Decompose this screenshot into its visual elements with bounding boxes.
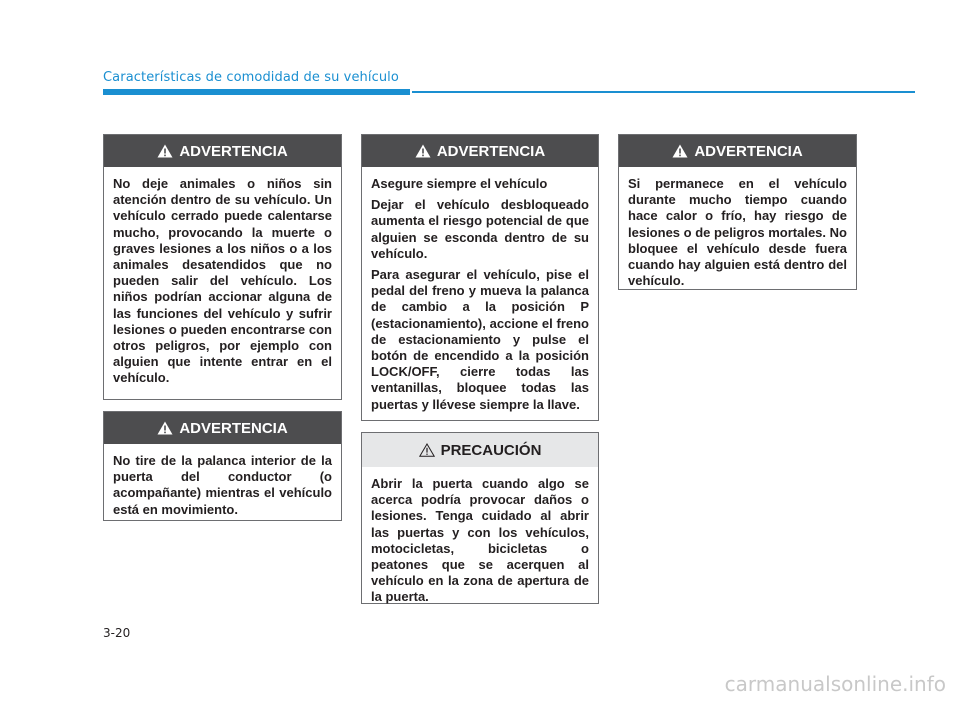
watermark: carmanualsonline.info [724,672,946,696]
header-rule-thin [412,91,915,93]
warning-heading: ADVERTENCIA [694,142,803,160]
warning-text [362,167,598,421]
warning-paragraph: Dejar el vehículo desbloqueado aumenta el riesgo potencial de que alguien se esconda dentro de su vehículo. [371,197,589,261]
warning-heading: ADVERTENCIA [179,142,288,160]
section-title: Características de comodidad de su vehículo [103,70,399,85]
warning-subheading: Asegure siempre el vehículo [371,176,548,191]
warning-box-heat [618,134,857,290]
caution-box-door-opening [361,432,599,604]
caution-heading: PRECAUCIÓN [440,441,542,459]
warning-header [619,135,856,167]
caution-paragraph: Abrir la puerta cuando algo se acerca podría provocar daños o lesiones. Tenga cuidado al abrir las puertas y con los vehículos, motocicletas, bicicletas o peatones que se acerquen al vehículo en la zona de apertura de la puerta. [371,476,589,605]
warning-paragraph: Para asegurar el vehículo, pise el pedal del freno y mueva la palanca de cambio a la posición P (estacionamiento), accione el freno de estacionamiento y pulse el botón de encendido a la posición LOCK/OFF, cierre todas las ventanillas, bloquee todas las puertas y llévese siempre la llave. [371,267,589,412]
caution-text [362,467,598,614]
warning-box-door-handle [103,411,342,521]
page-number: 3-20 [103,626,131,640]
warning-heading: ADVERTENCIA [436,142,546,160]
warning-box-animals [103,134,342,400]
caution-header [362,433,598,467]
warning-triangle-icon [157,144,173,158]
warning-paragraph: Si permanece en el vehículo durante mucho tiempo cuando hace calor o frío, hay riesgo de lesiones o de peligros mortales. No bloquee el vehículo desde fuera cuando hay alguien está dentro del vehículo. [628,176,847,289]
warning-triangle-icon [157,421,173,435]
warning-triangle-icon [672,144,688,158]
warning-paragraph: No tire de la palanca interior de la puerta del conductor (o acompañante) mientras el vehículo está en movimiento. [113,453,332,517]
warning-header [362,135,598,167]
warning-text [104,167,341,395]
caution-triangle-icon [419,443,435,457]
warning-text [619,167,856,297]
warning-header [104,135,341,167]
warning-triangle-icon [415,144,431,158]
header-rule-thick [103,89,410,95]
warning-heading: ADVERTENCIA [179,419,288,437]
warning-paragraph: No deje animales o niños sin atención dentro de su vehículo. Un vehículo cerrado puede calentarse mucho, provocando la muerte o graves lesiones a los niños o a los animales desatendidos que no pueden salir del vehículo. Los niños podrían accionar alguna de las funciones del vehículo y sufrir lesiones o pueden encontrarse con otros peligros, por ejemplo con alguien que intente entrar en el vehículo. [113,176,332,386]
warning-header [104,412,341,444]
warning-text [104,444,341,526]
warning-box-secure-vehicle [361,134,599,421]
